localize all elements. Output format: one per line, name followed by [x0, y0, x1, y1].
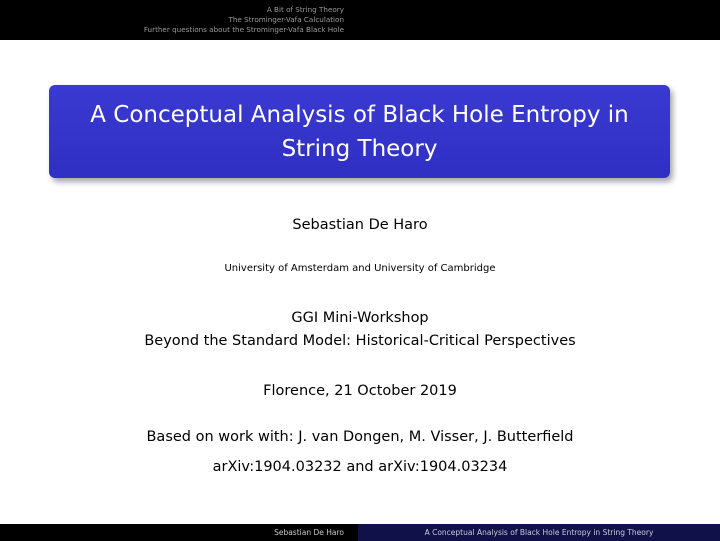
footer-author: Sebastian De Haro [274, 528, 344, 537]
footer-bar [0, 524, 720, 541]
section-navigation [0, 0, 358, 40]
date-location: Florence, 21 October 2019 [263, 383, 457, 399]
nav-section-strominger-vafa-calculation[interactable]: The Strominger-Vafa Calculation [228, 15, 344, 24]
nav-section-further-questions[interactable]: Further questions about the Strominger-Vafa Black Hole [143, 25, 344, 34]
title-box [49, 85, 670, 178]
nav-section-string-theory[interactable]: A Bit of String Theory [266, 5, 344, 14]
slide-title: A Conceptual Analysis of Black Hole Entropy in String Theory [90, 101, 629, 162]
based-on-work: Based on work with: J. van Dongen, M. Visser, J. Butterfield [146, 429, 574, 445]
event-subtitle: Beyond the Standard Model: Historical-Critical Perspectives [144, 333, 576, 349]
event-name: GGI Mini-Workshop [291, 310, 429, 326]
footer-title: A Conceptual Analysis of Black Hole Entropy in String Theory [358, 524, 720, 541]
header-bar [0, 0, 720, 40]
institute: University of Amsterdam and University of Cambridge [224, 263, 496, 274]
arxiv-references: arXiv:1904.03232 and arXiv:1904.03234 [212, 459, 508, 475]
author-name: Sebastian De Haro [292, 217, 428, 233]
